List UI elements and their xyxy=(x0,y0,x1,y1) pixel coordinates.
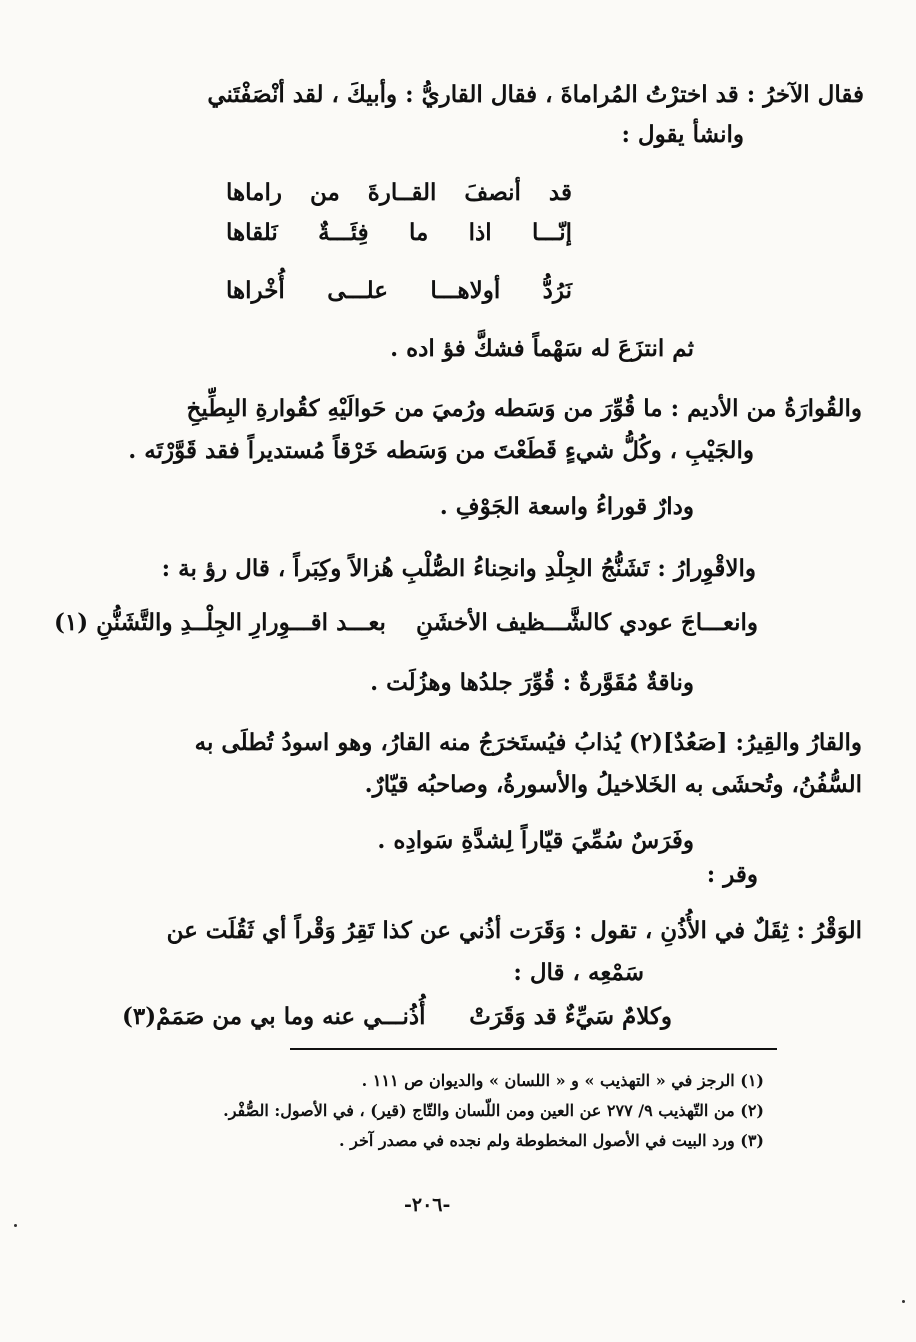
text-line: والجَيْبِ ، وكُلُّ شيءٍ قَطَعْتَ من وَسَطه خَرْقاً مُستديراً فقد قَوَّرْتَه . xyxy=(128,437,754,464)
text-line: وقر : xyxy=(706,861,758,888)
verse-word: اذا xyxy=(468,219,492,246)
scan-speck xyxy=(14,1224,17,1227)
text-line: وانشأ يقول : xyxy=(621,121,744,148)
footnote: (٣) ورد البيت في الأصول المخطوطة ولم نجده في مصدر آخر . xyxy=(338,1131,764,1150)
verse-hemistich: أُذُنـــي عنه وما بي من صَمَمْ(٣) xyxy=(122,1003,426,1030)
text-line: وفَرَسٌ سُمِّيَ قيّاراً لِشدَّةِ سَوادِه . xyxy=(377,827,694,854)
verse-word: إنّـــا xyxy=(531,219,572,246)
verse-word: فِئَـــةٌ xyxy=(318,219,369,246)
verse-word: علـــى xyxy=(327,277,388,304)
verse-word: أُخْراها xyxy=(226,277,285,304)
footnote-divider xyxy=(290,1048,777,1050)
verse-word: قد xyxy=(548,179,572,206)
verse-word: من xyxy=(309,179,340,206)
verse-hemistich: وانعـــاجَ عودي كالشَّـــظيف الأخشَنِ xyxy=(415,609,758,636)
verse-word: أنصفَ xyxy=(464,179,521,206)
text-line: السُّفُنُ، وتُحشَى به الخَلاخيلُ والأسورةُ، وصاحبُه قيّارٌ. xyxy=(364,771,862,798)
text-line: وناقةٌ مُقَوَّرةٌ : قُوِّرَ جلدُها وهزُلَت . xyxy=(370,669,694,696)
text-line: سَمْعِه ، قال : xyxy=(513,959,644,986)
verse-line xyxy=(226,178,572,208)
verse-hemistich: بعـــد اقـــوِرارِ الجِلْــدِ والتَّشَنُّنِ (١) xyxy=(54,609,386,636)
verse-word: نَلقاها xyxy=(226,219,278,246)
text-line: الوَقْرُ : ثِقَلٌ في الأُذُنِ ، تقول : وَقَرَت أذُني عن كذا تَقِرُ وَقْراً أي ثَقُلَت عن xyxy=(166,917,862,944)
verse-word: نَرُدُّ xyxy=(542,277,572,304)
text-line: ودارٌ قوراءُ واسعة الجَوْفِ . xyxy=(439,493,694,520)
verse-word: ما xyxy=(408,219,429,246)
text-line: والقُوارَةُ من الأديم : ما قُوِّرَ من وَسَطه ورُميَ من حَوالَيْهِ كقُوارةِ البِطِّيخِ xyxy=(186,395,862,422)
verse-line xyxy=(226,218,572,248)
verse-hemistich: وكلامٌ سَيِّءٌ قد وَقَرَتْ xyxy=(469,1003,672,1030)
verse-word: راماها xyxy=(226,179,282,206)
text-line: والاقْوِرارُ : تَشَنُّجُ الجِلْدِ وانحِناءُ الصُّلْبِ هُزالاً وكِبَراً ، قال رؤ بة : xyxy=(161,555,756,582)
footnote: (٢) من التّهذيب ٩/ ٢٧٧ عن العين ومن اللّسان والتّاج (قير) ، في الأصول: الصُّفْر. xyxy=(223,1101,764,1120)
text-line: والقارُ والقِيرُ: [صَعُدٌ](٢) يُذابُ فيُستَخرَجُ منه القارُ، وهو اسودُ تُطلَى به xyxy=(194,729,862,756)
footnote: (١) الرجز في « التهذيب » و « اللسان » والديوان ص ١١١ . xyxy=(361,1071,764,1090)
text-line: فقال الآخرُ : قد اخترْتُ المُراماةَ ، فقال القاريُّ : وأبيكَ ، لقد أنْصَفْتَني xyxy=(207,81,864,108)
page-number: -٢٠٦- xyxy=(404,1194,451,1216)
verse-word: القــارةَ xyxy=(367,179,437,206)
verse-line xyxy=(226,276,572,306)
verse-word: أولاهـــا xyxy=(430,277,501,304)
text-line: ثم انتزَعَ له سَهْماً فشكَّ فؤ اده . xyxy=(390,335,694,362)
scan-speck xyxy=(902,1300,905,1303)
